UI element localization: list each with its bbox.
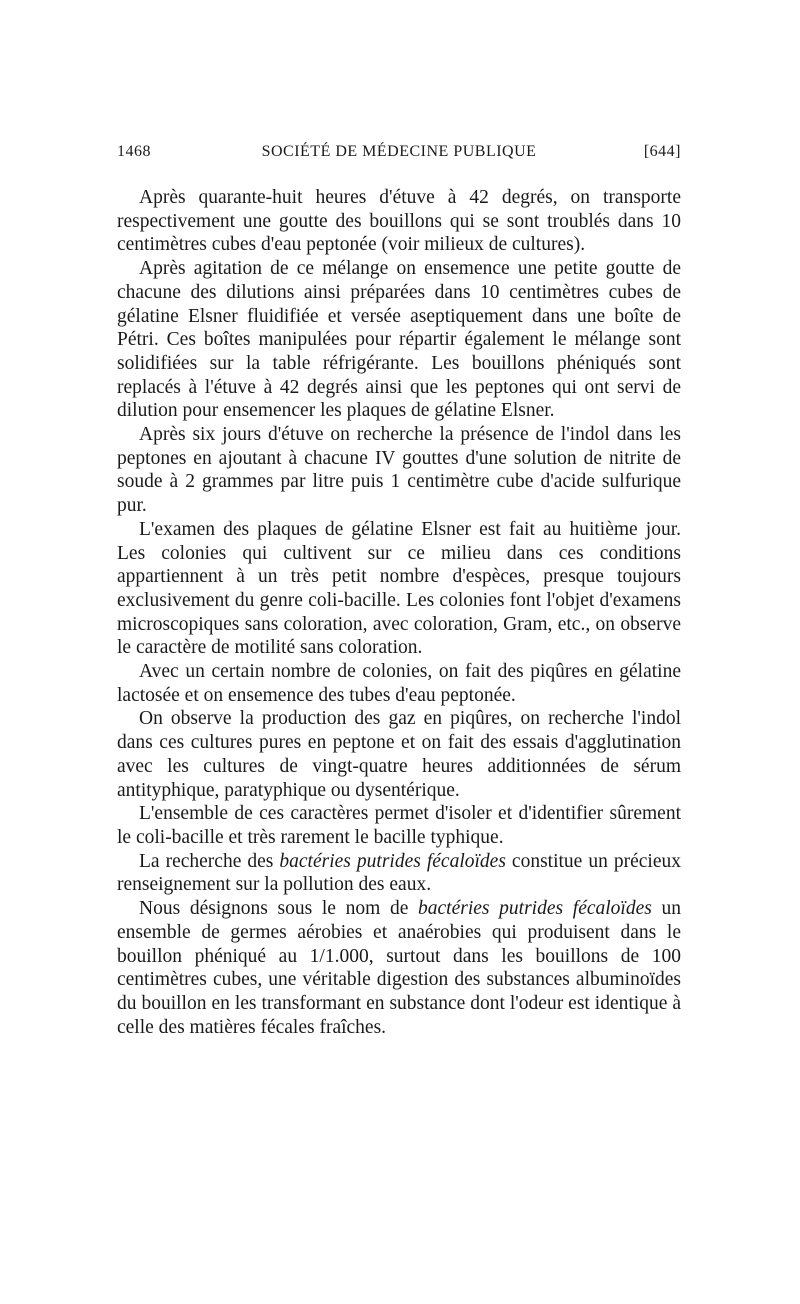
paragraph: On observe la production des gaz en piqûres, on recherche l'indol dans ces cultures pures en peptone et on fait des essais d'agglutination avec les cultures de vingt-quatre heures additionnées de sérum antityphique, paratyphique ou dysentérique. — [117, 708, 681, 801]
running-header — [117, 143, 681, 171]
text-run: Nous désignons sous le nom de — [139, 898, 419, 920]
paragraph: Après quarante-huit heures d'étuve à 42 degrés, on transporte respectivement une goutte des bouillons qui se sont troublés dans 10 centimètres cubes d'eau peptonée (voir milieux de cultures). — [117, 187, 681, 256]
text-run: La recherche des — [139, 850, 280, 872]
page-number: 1468 — [117, 143, 151, 160]
paragraph: Avec un certain nombre de colonies, on fait des piqûres en gélatine lactosée et on ensemence des tubes d'eau peptonée. — [117, 661, 681, 706]
paragraph — [117, 897, 681, 1039]
running-title: SOCIÉTÉ DE MÉDECINE PUBLIQUE — [261, 143, 537, 160]
body-text — [117, 186, 681, 1039]
paragraph: L'ensemble de ces caractères permet d'isoler et d'identifier sûrement le coli-bacille et très rarement le bacille typhique. — [117, 803, 681, 848]
paragraph — [117, 850, 681, 897]
bracket-page-reference: [644] — [643, 143, 681, 160]
italic-term: bactéries putrides fécaloïdes — [418, 898, 652, 920]
paragraph: Après six jours d'étuve on recherche la présence de l'indol dans les peptones en ajoutant à chacune IV gouttes d'une solution de nitrite de soude à 2 grammes par litre puis 1 centimètre cube d'acide sulfurique pur. — [117, 424, 681, 517]
italic-term: bactéries putrides fécaloïdes — [279, 850, 506, 872]
paragraph: Après agitation de ce mélange on ensemence une petite goutte de chacune des dilutions ainsi préparées dans 10 centimètres cubes de gélatine Elsner fluidifiée et versée aseptiquement dans une boîte de Pétri. Ces boîtes manipulées pour répartir également le mélange sont solidifiées sur la table réfrigérante. Les bouillons phéniqués sont replacés à l'étuve à 42 degrés ainsi que les peptones qui ont servi de dilution pour ensemencer les plaques de gélatine Elsner. — [117, 258, 681, 422]
text-run: un ensemble de germes aérobies et anaérobies qui produisent dans le bouillon phéniqué au 1/1.000, surtout dans les bouillons de 100 centimètres cubes, une véritable digestion des substances albuminoïdes du bouillon en les transformant en substance dont l'odeur est identique à celle des matières fécales fraîches. — [117, 898, 681, 1038]
text-run: constitue un précieux renseignement sur la pollution des eaux. — [117, 850, 682, 896]
paragraph: L'examen des plaques de gélatine Elsner est fait au huitième jour. Les colonies qui cultivent sur ce milieu dans ces conditions appartiennent à un très petit nombre d'espèces, presque toujours exclusivement du genre coli-bacille. Les colonies font l'objet d'examens microscopiques sans coloration, avec coloration, Gram, etc., on observe le caractère de motilité sans coloration. — [117, 518, 681, 659]
